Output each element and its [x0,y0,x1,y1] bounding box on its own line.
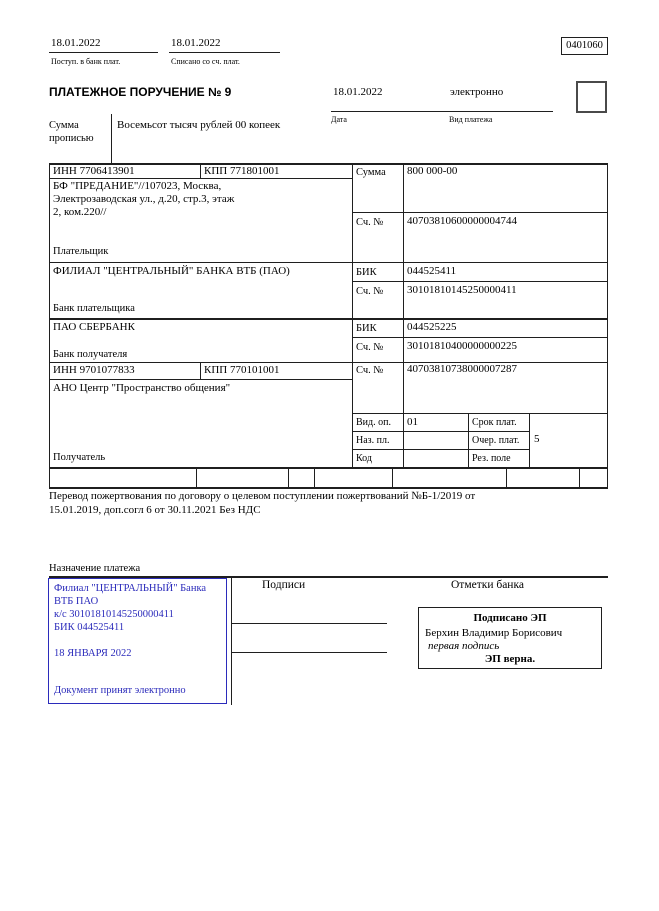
bank-stamp [48,578,227,704]
bank-marks-header: Отметки банка [451,579,524,591]
payee-label: Получатель [53,452,106,463]
grid-line [352,212,608,213]
amount-words-label-line2: прописью [49,133,94,144]
signed-title: Подписано ЭП [473,612,547,624]
payer-bank-name: ФИЛИАЛ "ЦЕНТРАЛЬНЫЙ" БАНКА ВТБ (ПАО) [53,265,290,277]
signatures-header: Подписи [262,579,306,591]
stamp-bank-name-line2: ВТБ ПАО [54,596,99,607]
payer-name-line1: БФ "ПРЕДАНИЕ"//107023, Москва, [53,180,222,192]
received-in-bank-label: Поступ. в банк плат. [51,57,121,66]
stamp-date: 18 ЯНВАРЯ 2022 [54,648,132,659]
payer-bank-label: Банк плательщика [53,303,135,314]
grid-line [111,114,112,163]
payment-purpose-line1: Перевод пожертвования по договору о целевом поступлении пожертвований №Б-1/2019 от [49,490,476,502]
payment-purpose-line2: 15.01.2019, доп.согл 6 от 30.11.2021 Без НДС [49,504,261,516]
grid-line [49,379,353,380]
document-date: 18.01.2022 [333,86,383,98]
grid-line [352,337,608,338]
grid-line [392,468,393,487]
grid-line [352,449,529,450]
priority-label: Очер. плат. [472,435,520,446]
grid-line [506,468,507,487]
payer-account: 40703810600000004744 [407,215,517,227]
grid-line [288,468,289,487]
grid-line [49,178,353,179]
grid-line [529,413,530,467]
date-label: Дата [331,115,347,124]
payer-bank-account-label: Сч. № [356,286,384,297]
signature-line [232,652,387,653]
signature-verified: ЭП верна. [484,653,536,665]
stamp-corr-account: к/с 30101810145250000411 [54,609,174,620]
form-code-box: 0401060 [561,37,608,55]
payment-type-label: Вид платежа [449,115,493,124]
payee-account: 40703810738000007287 [407,363,517,375]
grid-line [468,413,469,467]
signature-line [232,623,387,624]
payee-bank-name: ПАО СБЕРБАНК [53,321,135,333]
grid-line [200,163,201,178]
signature-kind: первая подпись [428,640,500,652]
payee-kpp: КПП 770101001 [204,364,280,376]
payer-bank-bik: 044525411 [407,265,457,277]
debited-from-account-date: 18.01.2022 [171,37,221,49]
electronic-signature-box [418,607,602,669]
operation-type-value: 01 [407,416,418,428]
payee-bank-account-label: Сч. № [356,342,384,353]
grid-line [352,431,529,432]
payer-kpp: КПП 771801001 [204,165,280,177]
payment-due-label: Срок плат. [472,417,517,428]
payment-type-value: электронно [450,86,504,98]
signer-name: Берхин Владимир Борисович [425,627,563,639]
payer-inn: ИНН 7706413901 [53,165,135,177]
grid-line [200,362,201,379]
grid-line [196,468,197,487]
grid-line [49,362,608,363]
reserve-field-label: Рез. поле [472,453,511,464]
payer-name-line3: 2, ком.220// [53,206,107,218]
grid-line [403,163,404,467]
grid-line [331,111,442,112]
sum-label: Сумма [356,167,386,178]
payee-account-label: Сч. № [356,365,384,376]
amount-in-words: Восемьсот тысяч рублей 00 копеек [117,119,281,131]
payment-purpose-label: Назначение платежа [49,563,141,574]
stamp-accepted-note: Документ принят электронно [54,685,186,696]
sum-value: 800 000-00 [407,165,458,177]
grid-line [49,318,608,320]
payee-bank-account: 30101810400000000225 [407,340,517,352]
grid-line [352,163,353,467]
blank-box [576,81,607,113]
grid-line [579,468,580,487]
amount-words-label-line1: Сумма [49,120,79,131]
priority-value: 5 [534,433,540,445]
received-in-bank-date: 18.01.2022 [51,37,101,49]
grid-line [49,163,50,487]
payment-purpose-code-label: Наз. пл. [356,435,390,446]
payer-account-label: Сч. № [356,217,384,228]
grid-line [49,487,608,489]
page-title: ПЛАТЕЖНОЕ ПОРУЧЕНИЕ № 9 [49,85,232,99]
grid-line [442,111,553,112]
grid-line [352,281,608,282]
grid-line [49,262,608,263]
payee-bank-bik: 044525225 [407,321,457,333]
grid-line [49,467,608,469]
stamp-bik: БИК 044525411 [54,622,125,633]
operation-type-label: Вид. оп. [356,417,391,428]
grid-line [352,413,608,414]
payee-bank-bik-label: БИК [356,323,377,334]
payer-bank-account: 30101810145250000411 [407,284,517,296]
code-label: Код [356,453,372,464]
grid-line [169,52,280,53]
grid-line [314,468,315,487]
grid-line [49,52,158,53]
payee-bank-label: Банк получателя [53,349,128,360]
stamp-bank-name-line1: Филиал "ЦЕНТРАЛЬНЫЙ" Банка [54,583,207,594]
payer-name-line2: Электрозаводская ул., д.20, стр.3, этаж [53,193,235,205]
payee-inn: ИНН 9701077833 [53,364,135,376]
payer-label: Плательщик [53,246,109,257]
debited-from-account-label: Списано со сч. плат. [171,57,240,66]
grid-line [231,576,232,705]
payee-name: АНО Центр "Пространство общения" [53,382,231,394]
payer-bank-bik-label: БИК [356,267,377,278]
